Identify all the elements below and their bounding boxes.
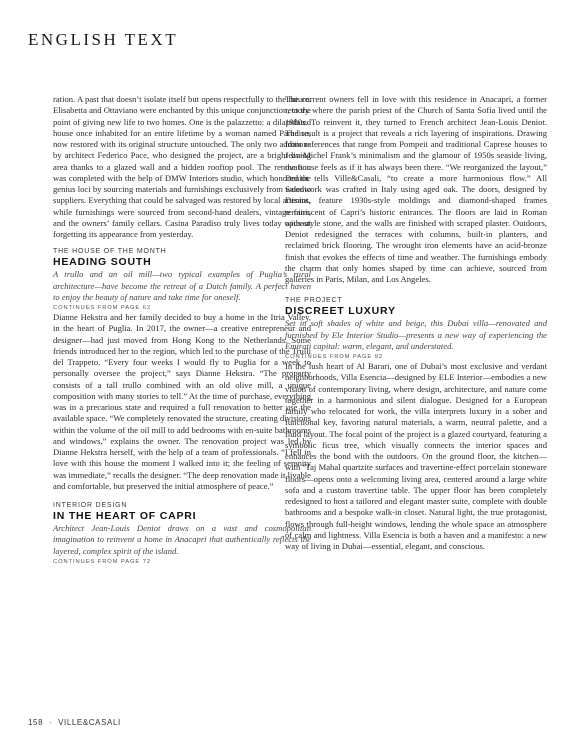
article-dek: A trullo and an oil mill—two typical examples of Puglia’s rural architecture—have become the retreat of a Dutch family. A perfect haven to enjoy the beauty of nature and take time for oneself. bbox=[53, 269, 311, 302]
continues-from-page: CONTINUES FROM PAGE 62 bbox=[53, 305, 151, 311]
article-body: Dianne Hekstra and her family decided to buy a home in the Itria Valley, in the heart of Puglia. In 2017, the owner—a creative entrepreneur and designer—had just moved from Hong Kong to the Netherlands. Some friends introduced her to the region, which led to the purchase of the Trulli del Trappeto. “Every four weeks I would fly to Puglia for a week to personally oversee the project,” says Dianne Hekstra. “The property consists of a tall trullo combined with an old olive mill, a unique composition with many stories to tell.” At the time of purchase, everything was in a precarious state and required a full renovation to better use the available space. “We completely renovated the structure, creating divisions within the volume of the oil mill to add bedrooms with en-suite bathrooms and windows,” explains the owner. The renovation project was led by Dianne Hekstra herself, with the help of a team of professionals. “I fell in love with this house the moment I walked into it; the feeling of serenity was immediate,” recalls the designer. “The deep renovation made it livable and comfortable, but preserved the initial atmosphere of peace.” bbox=[53, 312, 311, 491]
article-kicker: THE PROJECT bbox=[285, 297, 343, 305]
article-heading-south bbox=[53, 247, 311, 492]
article-headline: DISCREET LUXURY bbox=[285, 305, 396, 318]
continues-from-page: CONTINUES FROM PAGE 72 bbox=[53, 558, 151, 565]
capri-article-body: The current owners fell in love with this residence in Anacapri, a former rectory where the parish priest of the Church of Santa Sofia lived until the 1980s. To reinvent it, they turned to French architect Jean-Louis Deniot. The result is a project that reveals a rich layering of inspirations. Drawing from references that range from Pompeii and traditional Caprese houses to Jean-Michel Frank’s minimalism and the glamour of 1950s seaside living, the house feels as if it has always been there. “We reorganized the layout,” Deniot tells Ville&Casali, “to create a more harmonious flow.” All woodwork was crafted in Italy using aged oak. The doors, designed by Deniot, feature 1930s-style moldings and diamond-shaped frames reminiscent of Capri’s historic entrances. The floors are laid in Roman opus-style stone, and the walls are finished with scraped plaster. Outdoors, Deniot redesigned the terraces with columns, built-in planters, and reclaimed brick flooring. The wrought iron elements have an acid-bronze finish that evokes the effects of time and weather. The furnishings embody the charm that only homes shaped by time can achieve, sourced from galleries in Paris, Milan, and Los Angeles. bbox=[285, 94, 547, 284]
article-body: In the lush heart of Al Barari, one of Dubai’s most exclusive and verdant neighborhoods, Villa Esencia—designed by ELE Interior—embodies a new vision of contemporary living, where design, architecture, and nature come together in a harmonious and silent dialogue. Designed for a European family who relocated for work, the villa interprets luxury in a sober and functional key, favoring natural materials, a warm, neutral palette, and a fluid layout. The focal point of the project is a glazed courtyard, featuring a symbolic ficus tree, which visually connects the interior spaces and enhances the bond with the outdoors. On the ground floor, the kitchen—with ‘Taj Mahal quartzite surfaces and travertine-effect porcelain stoneware floors—opens onto a welcoming living area, centered around a large white sofa and a custom travertine table. The upper floor has been completely redesigned to host a tailored and elegant master suite, complete with double bathrooms and a bespoke walk-in closet. Natural light, the true protagonist, flows through full-height windows, lending the whole space an atmosphere of calm and lightness. Villa Esencia is both a haven and a manifesto: a new way of living in Dubai—essential, elegant, and conscious. bbox=[285, 361, 547, 551]
footer-separator: · bbox=[48, 718, 53, 727]
left-column bbox=[53, 94, 311, 566]
page-section-title: ENGLISH TEXT bbox=[28, 30, 179, 49]
article-discreet-luxury bbox=[285, 296, 547, 552]
magazine-name: VILLE&CASALI bbox=[58, 718, 121, 727]
intro-paragraph: ration. A past that doesn’t isolate itself but opens respectfully to the future. Elisabetta and Ottaviano were enchanted by this unique conjunction, to the point of giving new life to two homes. One is the palazzetto: a dilapidated house once inhabited for an entire lifetime by a woman named Paradiso, now restored with its original structure untouched. The only two additions by architect Federico Pace, who designed the project, are a bright living area thanks to a glazed wall and a hidden rooftop pool. The renovation was completed with the help of DMW Interiors studio, which honored the genius loci by sourcing materials and furnishings exclusively from Salento suppliers. Everything that could be salvaged was restored by local artisans, while furnishings were sourced from second-hand dealers, vintage fairs, and the owners’ family cellars. Casina Paradiso truly lives today without forgetting its appearance from yesterday. bbox=[53, 94, 311, 239]
page-number: 158 bbox=[28, 718, 44, 727]
page-footer bbox=[28, 718, 124, 727]
right-column bbox=[285, 94, 547, 552]
article-dek: Set in soft shades of white and beige, this Dubai villa—renovated and furnished by Ele Interior Studio—presents a new way of experiencing the Emirati capital: warm, elegant, and understated. bbox=[285, 318, 547, 351]
article-headline: IN THE HEART OF CAPRI bbox=[53, 510, 197, 522]
continues-from-page: CONTINUES FROM PAGE 92 bbox=[285, 354, 383, 360]
article-kicker: INTERIOR DESIGN bbox=[53, 502, 128, 509]
article-dek: Architect Jean-Louis Deniot draws on a vast and cosmopolitan imagination to reinvent a home in Anacapri that authentically reflects the layered, complex spirit of the island. bbox=[53, 523, 311, 556]
article-heart-of-capri bbox=[53, 501, 311, 566]
article-headline: HEADING SOUTH bbox=[53, 256, 152, 269]
article-kicker: THE HOUSE OF THE MONTH bbox=[53, 248, 167, 256]
